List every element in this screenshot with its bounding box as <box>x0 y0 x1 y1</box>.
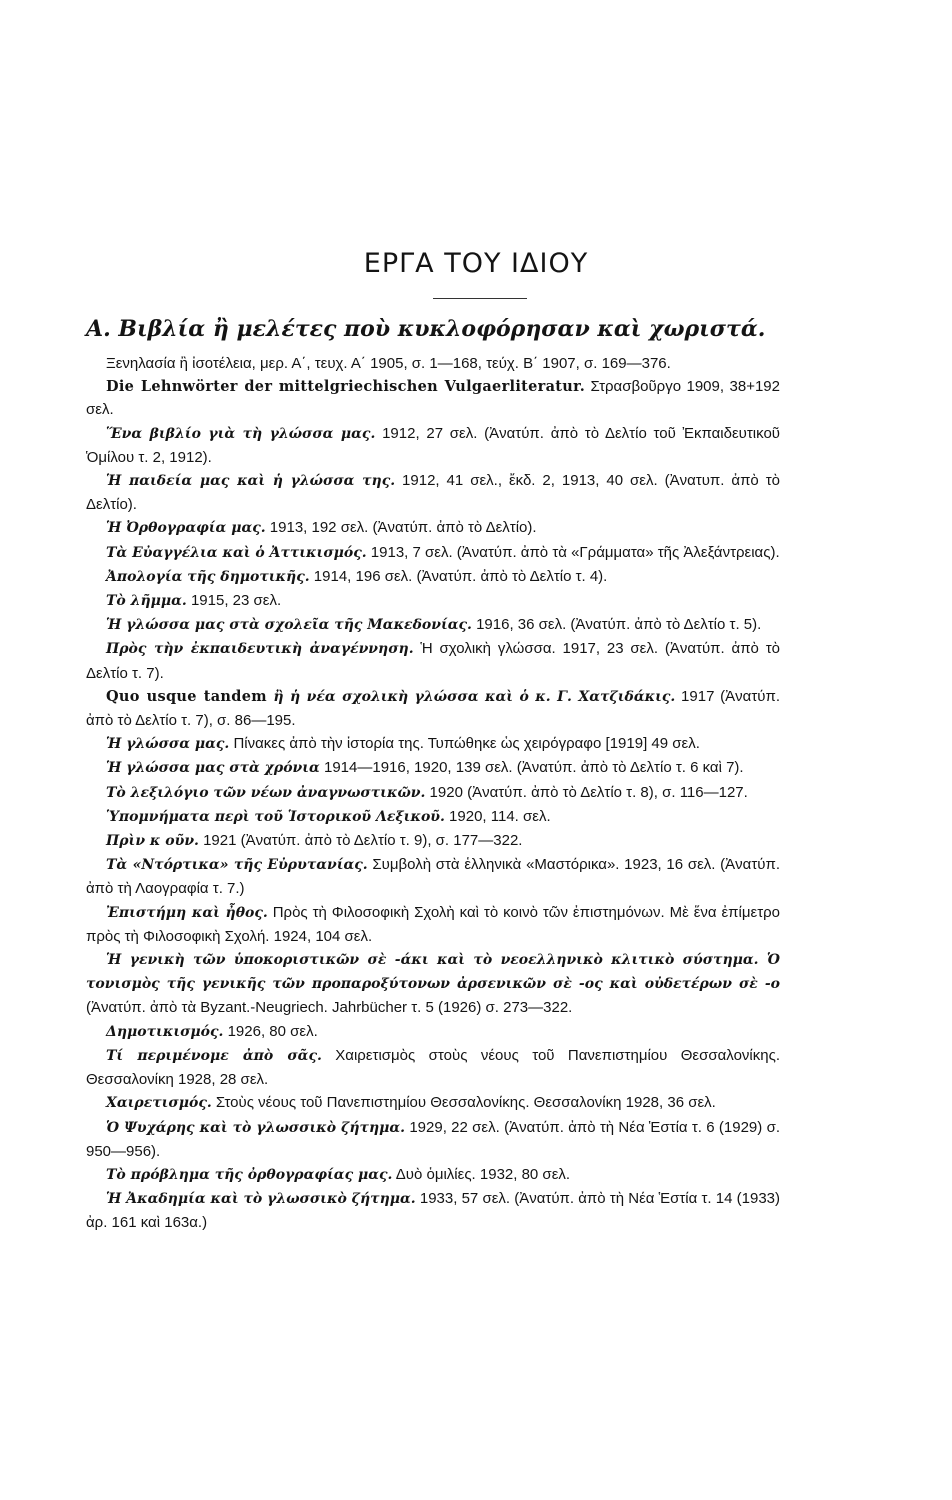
entry-details: Στρασβοῦργο 1909, 38+192 σελ. <box>86 378 780 419</box>
bibliography-entry <box>86 1116 780 1163</box>
bibliography-entry <box>86 732 780 756</box>
bibliography-entry <box>86 1020 780 1044</box>
entry-details: Πίνακες ἀπὸ τὴν ἱστορία της. Τυπώθηκε ὡς χειρόγραφο [1919] 49 σελ. <box>229 735 700 753</box>
bibliography-entry <box>86 781 780 805</box>
bibliography-entry <box>86 1044 780 1091</box>
bibliography-entry <box>86 613 780 637</box>
entry-details: 1920 (Ἀνατύπ. ἀπὸ τὸ Δελτίο τ. 8), σ. 116—127. <box>425 783 748 801</box>
bibliography-entry <box>86 853 780 900</box>
entry-title: Τὸ λεξιλόγιο τῶν νέων ἀναγνωστικῶν. <box>106 784 426 801</box>
entry-title: Ἡ γλώσσα μας στὰ σχολεῖα τῆς Μακεδονίας. <box>106 617 472 634</box>
bibliography-entry <box>86 756 780 780</box>
entry-details: Πρὸς τὴ Φιλοσοφικὴ Σχολὴ καὶ τὸ κοινὸ τῶν ἐπιστημόνων. Μὲ ἕνα ἐπίμετρο πρὸς τὴ Φιλοσοφικὴ Σχολή. 1924, 104 σελ. <box>86 903 780 945</box>
bibliography-entry <box>86 829 780 853</box>
bibliography-entry <box>86 685 780 732</box>
entry-title: Ἡ παιδεία μας καὶ ἡ γλώσσα της. <box>106 473 396 490</box>
bibliography-entry <box>86 637 780 684</box>
entry-title: Ἐπιστήμη καὶ ἦθος. <box>106 904 268 921</box>
entry-details: 1929, 22 σελ. (Ἀνατύπ. ἀπὸ τὴ Νέα Ἑστία τ. 6 (1929) σ. 950—956). <box>86 1118 781 1160</box>
bibliography-entry <box>86 1091 780 1115</box>
entry-title: Ἀπολογία τῆς δημοτικῆς. <box>106 568 310 585</box>
entry-details: 1915, 23 σελ. <box>186 592 282 610</box>
entry-title: Πρὶν κ οῦν. <box>106 833 199 850</box>
entry-details: Συμβολὴ στὰ ἑλληνικὰ «Μαστόρικα». 1923, 16 σελ. (Ἀνατύπ. ἀπὸ τὴ Λαογραφία τ. 7.) <box>86 856 780 898</box>
bibliography-entry <box>86 516 780 540</box>
bibliography-entry <box>86 1163 780 1187</box>
entry-title: Πρὸς τὴν ἐκπαιδευτικὴ ἀναγέννηση. <box>106 641 414 658</box>
bibliography-entry <box>86 589 780 613</box>
bibliography-entry <box>86 352 780 375</box>
bibliography-entry <box>86 1187 780 1234</box>
entry-title: Ἡ Ὀρθογραφία μας. <box>106 520 266 537</box>
bibliography-entry <box>86 469 780 516</box>
entry-title: Τὰ Εὐαγγέλια καὶ ὁ Ἀττικισμός. <box>106 544 367 561</box>
entry-title: Ἡ γενικὴ τῶν ὑποκοριστικῶν σὲ -άκι καὶ τὸ νεοελληνικὸ κλιτικὸ σύστημα. Ὁ τονισμὸς τῆς γενικῆς τῶν προπαροξύτονων ἀρσενικῶν σὲ -ος καὶ οὐδετέρων σὲ -ο <box>86 952 780 993</box>
section-heading: Α. Βιβλία ἢ μελέτες ποὺ κυκλοφόρησαν καὶ χωριστά. <box>86 316 766 342</box>
entry-details: Ἡ σχολικὴ γλώσσα. 1917, 23 σελ. (Ἀνατύπ. ἀπὸ τὸ Δελτίο τ. 7). <box>86 640 780 682</box>
entry-details: 1912, 27 σελ. (Ἀνατύπ. ἀπὸ τὸ Δελτίο τοῦ Ἐκπαιδευτικοῦ Ὁμίλου τ. 2, 1912). <box>86 424 780 466</box>
entry-title: Τὸ πρόβλημα τῆς ὀρθογραφίας μας. <box>106 1166 393 1183</box>
entry-bold-title: Quo usque tandem <box>106 687 267 705</box>
entry-details: Δυὸ ὁμιλίες. 1932, 80 σελ. <box>392 1165 571 1183</box>
entry-title: Τὰ «Ντόρτικα» τῆς Εὐρυτανίας. <box>106 857 368 874</box>
title-rule <box>433 298 527 299</box>
entry-title: Ἡ γλώσσα μας. <box>106 736 230 753</box>
entry-title: Ὑπομνήματα περὶ τοῦ Ἱστορικοῦ Λεξικοῦ. <box>106 808 445 825</box>
entry-details: Ξενηλασία ἢ ἰσοτέλεια, μερ. Α΄, τευχ. Α΄ 1905, σ. 1—168, τεύχ. Β΄ 1907, σ. 169—376. <box>106 355 671 372</box>
entry-details: Στοὺς νέους τοῦ Πανεπιστημίου Θεσσαλονίκης. Θεσσαλονίκη 1928, 36 σελ. <box>211 1094 716 1112</box>
entry-title: Ἡ γλώσσα μας στὰ χρόνια <box>106 760 320 777</box>
entry-details: 1913, 192 σελ. (Ἀνατύπ. ἀπὸ τὸ Δελτίο). <box>265 519 537 537</box>
entry-title: ἢ ἡ νέα σχολικὴ γλώσσα καὶ ὁ κ. Γ. Χατζιδάκις. <box>266 688 676 705</box>
bibliography-entry <box>86 805 780 829</box>
entry-title: Ἕνα βιβλίο γιὰ τὴ γλώσσα μας. <box>106 425 376 442</box>
entry-details: 1912, 41 σελ., ἔκδ. 2, 1913, 40 σελ. (Ἀνατυπ. ἀπὸ τὸ Δελτίο). <box>86 472 780 514</box>
bibliography-entry <box>86 948 780 1020</box>
bibliography-entry <box>86 565 780 589</box>
entry-title: Δημοτικισμός. <box>106 1023 224 1040</box>
entry-details: 1921 (Ἀνατύπ. ἀπὸ τὸ Δελτίο τ. 9), σ. 177—322. <box>198 832 523 850</box>
entry-details: 1914, 196 σελ. (Ἀνατύπ. ἀπὸ τὸ Δελτίο τ. 4). <box>309 567 608 585</box>
entry-details: 1916, 36 σελ. (Ἀνατύπ. ἀπὸ τὸ Δελτίο τ. 5). <box>471 616 762 634</box>
entry-details: (Ἀνατύπ. ἀπὸ τὰ Byzant.-Neugriech. Jahrbücher τ. 5 (1926) σ. 273—322. <box>86 999 573 1017</box>
entry-title: Χαιρετισμός. <box>106 1095 212 1112</box>
entry-title: Ἡ Ἀκαδημία καὶ τὸ γλωσσικὸ ζήτημα. <box>106 1191 416 1208</box>
bibliography-entry <box>86 901 780 948</box>
entry-details: 1913, 7 σελ. (Ἀνατύπ. ἀπὸ τὰ «Γράμματα» τῆς Ἀλεξάντρειας). <box>366 543 780 561</box>
page-title: ΕΡΓΑ ΤΟΥ ΙΔΙΟΥ <box>363 248 589 279</box>
entry-details: 1933, 57 σελ. (Ἀνατύπ. ἀπὸ τὴ Νέα Ἑστία τ. 14 (1933) ἀρ. 161 καὶ 163α.) <box>86 1190 781 1232</box>
entry-details: 1920, 114. σελ. <box>444 807 551 825</box>
entry-details: 1917 (Ἀνατύπ. ἀπὸ τὸ Δελτίο τ. 7), σ. 86—195. <box>86 687 780 730</box>
entry-title: Τὸ λῆμμα. <box>106 593 187 610</box>
entry-title: Τί περιμένομε ἀπὸ σᾶς. <box>106 1047 322 1064</box>
entry-title: Ὁ Ψυχάρης καὶ τὸ γλωσσικὸ ζήτημα. <box>106 1119 406 1136</box>
entry-details: 1914—1916, 1920, 139 σελ. (Ἀνατύπ. ἀπὸ τὸ Δελτίο τ. 6 καὶ 7). <box>319 759 744 777</box>
entry-bold-title: Die Lehnwörter der mittelgriechischen Vulgaerliteratur. <box>106 378 586 396</box>
bibliography-list <box>86 352 780 1235</box>
bibliography-entry <box>86 375 780 421</box>
entry-details: Χαιρετισμὸς στοὺς νέους τοῦ Πανεπιστημίου Θεσσαλονίκης. Θεσσαλονίκη 1928, 28 σελ. <box>86 1046 780 1089</box>
entry-details: 1926, 80 σελ. <box>223 1022 318 1040</box>
bibliography-entry <box>86 422 780 469</box>
bibliography-entry <box>86 541 780 565</box>
